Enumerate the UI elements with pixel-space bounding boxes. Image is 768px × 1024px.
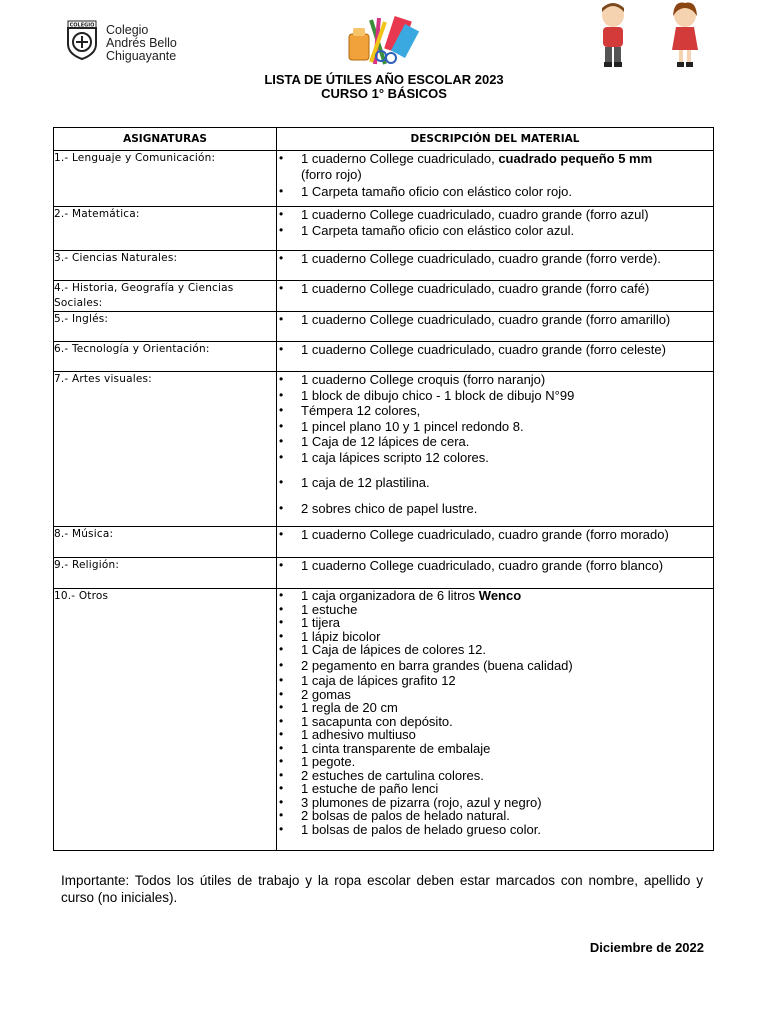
subject-cell: 7.- Artes visuales: [54, 372, 277, 527]
list-item: • 1 pincel plano 10 y 1 pincel redondo 8. [301, 419, 713, 435]
school-name-line3: Chiguayante [106, 49, 177, 63]
list-item: • 1 adhesivo multiuso [301, 728, 713, 742]
list-item: • 1 sacapunta con depósito. [301, 715, 713, 729]
description-cell [277, 251, 714, 281]
list-item: • 1 caja lápices scripto 12 colores. [301, 450, 713, 466]
item-emphasis: cuadrado pequeño 5 mm [498, 151, 653, 166]
list-item: • 2 bolsas de palos de helado natural. [301, 809, 713, 823]
list-item: • 1 cuaderno College cuadriculado, cuadro grande (forro blanco) [301, 558, 713, 574]
list-item: • 1 cuaderno College cuadriculado, cuadro grande (forro azul) [301, 207, 713, 223]
school-logo-icon [62, 20, 102, 60]
supplies-table [53, 127, 714, 851]
list-item: • 1 Caja de lápices de colores 12. [301, 643, 713, 657]
list-item: • 1 Carpeta tamaño oficio con elástico color rojo. [301, 184, 713, 200]
list-item: • 1 lápiz bicolor [301, 630, 713, 644]
document-date: Diciembre de 2022 [589, 940, 704, 955]
svg-text:COLEGIO: COLEGIO [69, 22, 95, 29]
description-cell [277, 207, 714, 251]
column-header-description: DESCRIPCIÓN DEL MATERIAL [277, 128, 714, 151]
list-item: • 1 caja de lápices grafito 12 [301, 674, 713, 688]
document-subtitle: CURSO 1° BÁSICOS [321, 86, 447, 101]
school-supplies-icon [345, 12, 423, 70]
list-item: • 1 Caja de 12 lápices de cera. [301, 434, 713, 450]
subject-cell: 1.- Lenguaje y Comunicación: [54, 151, 277, 207]
column-header-subject: ASIGNATURAS [54, 128, 277, 151]
list-item: • 1 tijera [301, 616, 713, 630]
item-text: (forro rojo) [301, 166, 362, 182]
description-cell [277, 589, 714, 851]
subject-cell: 10.- Otros [54, 589, 277, 851]
school-name-line2: Andrés Bello [106, 36, 177, 50]
list-item: • 1 cuaderno College cuadriculado, cuadro grande (forro celeste) [301, 342, 713, 358]
description-cell [277, 558, 714, 589]
list-item: • 1 cuaderno College cuadriculado, cuadro grande (forro verde). [301, 251, 713, 267]
list-item: • 1 pegote. [301, 755, 713, 769]
list-item: • 2 estuches de cartulina colores. [301, 769, 713, 783]
subject-cell: 4.- Historia, Geografía y Ciencias Sociales: [54, 281, 277, 312]
list-item: • 1 regla de 20 cm [301, 701, 713, 715]
table-row [54, 372, 714, 527]
list-item [301, 589, 713, 603]
table-row [54, 251, 714, 281]
list-item: • 1 bolsas de palos de helado grueso color. [301, 823, 713, 837]
list-item: • 1 cuaderno College cuadriculado, cuadro grande (forro morado) [301, 527, 713, 543]
list-item: • 1 Carpeta tamaño oficio con elástico color azul. [301, 223, 713, 239]
list-item: • 1 caja de 12 plastilina. [301, 475, 713, 491]
table-header-row [54, 128, 714, 151]
girl-student-icon [668, 2, 702, 68]
subject-cell: 5.- Inglés: [54, 312, 277, 342]
table-row [54, 527, 714, 558]
description-cell [277, 312, 714, 342]
subject-cell: 3.- Ciencias Naturales: [54, 251, 277, 281]
item-emphasis: Wenco [478, 588, 522, 603]
table-row [54, 342, 714, 372]
subject-cell: 9.- Religión: [54, 558, 277, 589]
subject-cell: 6.- Tecnología y Orientación: [54, 342, 277, 372]
description-cell [277, 342, 714, 372]
list-item: • 1 cuaderno College cuadriculado, cuadro grande (forro amarillo) [301, 312, 713, 328]
table-row [54, 281, 714, 312]
list-item: • Témpera 12 colores, [301, 403, 713, 419]
description-cell [277, 151, 714, 207]
list-item: • 1 cuaderno College croquis (forro naranjo) [301, 372, 713, 388]
important-note: Importante: Todos los útiles de trabajo y la ropa escolar deben estar marcados con nombre, apellido y curso (no iniciales). [61, 873, 703, 905]
table-row [54, 312, 714, 342]
list-item: • 1 estuche de paño lenci [301, 782, 713, 796]
school-name-line1: Colegio [106, 23, 149, 37]
list-item: • 2 gomas [301, 688, 713, 702]
description-cell [277, 527, 714, 558]
list-item: • 2 sobres chico de papel lustre. [301, 501, 713, 517]
list-item: • 1 cinta transparente de embalaje [301, 742, 713, 756]
table-row [54, 207, 714, 251]
table-row [54, 589, 714, 851]
list-item: • 1 estuche [301, 603, 713, 617]
subject-cell: 8.- Música: [54, 527, 277, 558]
table-row [54, 558, 714, 589]
table-row [54, 151, 714, 207]
subject-cell: 2.- Matemática: [54, 207, 277, 251]
description-cell [277, 372, 714, 527]
document-title: LISTA DE ÚTILES AÑO ESCOLAR 2023 [264, 72, 504, 87]
list-item: • 1 block de dibujo chico - 1 block de dibujo N°99 [301, 388, 713, 404]
list-item [301, 151, 713, 182]
list-item: • 3 plumones de pizarra (rojo, azul y negro) [301, 796, 713, 810]
list-item: • 2 pegamento en barra grandes (buena calidad) [301, 659, 713, 673]
list-item: • 1 cuaderno College cuadriculado, cuadro grande (forro café) [301, 281, 713, 297]
description-cell [277, 281, 714, 312]
school-name [106, 24, 177, 63]
item-text: 1 caja organizadora de 6 litros [301, 588, 479, 603]
item-text: 1 cuaderno College cuadriculado, [301, 151, 499, 166]
boy-student-icon [596, 2, 630, 68]
